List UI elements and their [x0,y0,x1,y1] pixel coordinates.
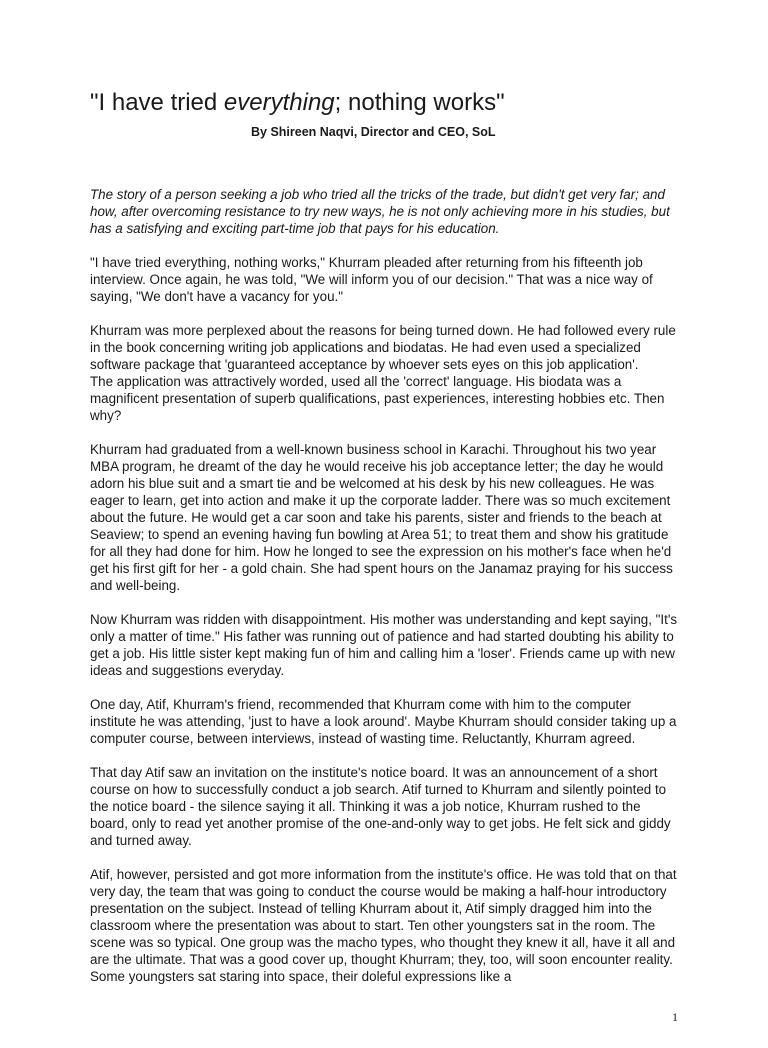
paragraph-5: Now Khurram was ridden with disappointment. His mother was understanding and kept saying, "It's only a matter of time." His father was running out of patience and had started doubting his ability to get a job. His little sister kept making fun of him and calling him a 'loser'. Friends came up with new ideas and suggestions everyday. [90,612,678,678]
paragraph-6: One day, Atif, Khurram's friend, recommended that Khurram come with him to the computer institute he was attending, 'just to have a look around'. Maybe Khurram should consider taking up a computer course, between interviews, instead of wasting time. Reluctantly, Khurram agreed. [90,697,677,746]
byline: By Shireen Naqvi, Director and CEO, SoL [251,125,496,139]
article-body [90,186,680,985]
paragraph-8: Atif, however, persisted and got more information from the institute's office. He was told that on that very day, the team that was going to conduct the course would be making a half-hour introductory presentation on the subject. Instead of telling Khurram about it, Atif simply dragged him into the classroom where the presentation was about to start. Ten other youngsters sat in the room. The scene was so typical. One group was the macho types, who thought they knew it all, have it all and are the ultimate. That was a good cover up, thought Khurram; they, too, will soon encounter reality. Some youngsters sat staring into space, their doleful expressions like a [90,867,677,984]
paragraph-3: The application was attractively worded, used all the 'correct' language. His biodata was a magnificent presentation of superb qualifications, past experiences, interesting hobbies etc. Then why? [90,374,665,423]
intro-paragraph: The story of a person seeking a job who tried all the tricks of the trade, but didn't get very far; and how, after overcoming resistance to try new ways, he is not only achieving more in his studies, but has a satisfying and exciting part-time job that pays for his education. [90,187,670,236]
paragraph-7: That day Atif saw an invitation on the institute's notice board. It was an announcement of a short course on how to successfully conduct a job search. Atif turned to Khurram and silently pointed to the notice board - the silence saying it all. Thinking it was a job notice, Khurram rushed to the board, only to read yet another promise of the one-and-only way to get jobs. He felt sick and giddy and turned away. [90,765,671,848]
title-suffix: ; nothing works" [334,89,505,116]
title-emphasis: everything [223,89,335,116]
page-number: 1 [672,1010,678,1024]
paragraph-2: Khurram was more perplexed about the reasons for being turned down. He had followed every rule in the book concerning writing job applications and biodatas. He had even used a specialized software package that 'guaranteed acceptance by whoever sets eyes on this job application'. [90,323,676,372]
paragraph-1: "I have tried everything, nothing works," Khurram pleaded after returning from his fifteenth job interview. Once again, he was told, "We will inform you of our decision." That was a nice way of saying, "We don't have a vacancy for you." [90,255,653,304]
title-prefix: "I have tried [90,89,224,116]
article-title [90,88,505,118]
paragraph-4: Khurram had graduated from a well-known business school in Karachi. Throughout his two year MBA program, he dreamt of the day he would receive his job acceptance letter; the day he would adorn his blue suit and a smart tie and be welcomed at his desk by his new colleagues. He was eager to learn, get into action and make it up the corporate ladder. There was so much excitement about the future. He would get a car soon and take his parents, sister and friends to the beach at Seaview; to spend an evening having fun bowling at Area 51; to treat them and show his gratitude for all they had done for him. How he longed to see the expression on his mother's face when he'd get his first gift for her - a gold chain. She had spent hours on the Janamaz praying for his success and well-being. [90,442,673,593]
